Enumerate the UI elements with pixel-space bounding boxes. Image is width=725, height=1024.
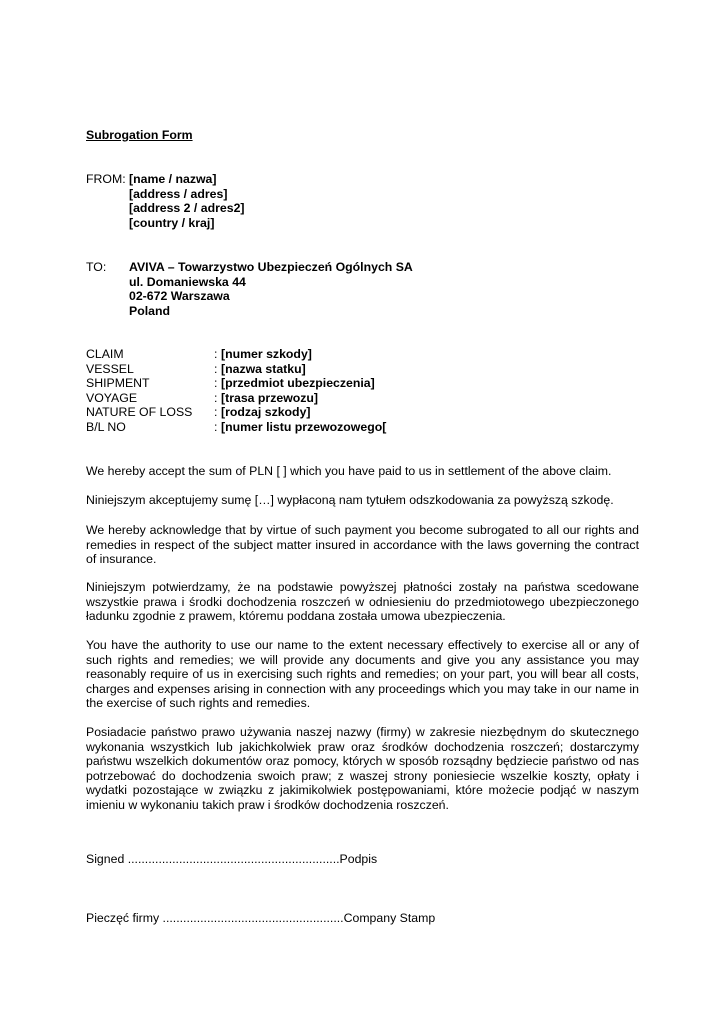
- field-colon: :: [214, 376, 218, 391]
- paragraph-acceptance-en: We hereby accept the sum of PLN [ ] which you have paid to us in settlement of the above claim.: [86, 464, 612, 478]
- field-label: SHIPMENT: [86, 376, 150, 391]
- page-title: Subrogation Form: [86, 128, 193, 142]
- field-value: [trasa przewozu]: [221, 390, 319, 405]
- field-colon: :: [214, 419, 218, 434]
- to-street: ul. Domaniewska 44: [129, 274, 246, 289]
- paragraph-authority-pl: Posiadacie państwo prawo używania naszej nazwy (firmy) w zakresie niezbędnym do skutecznego wykonania wszystkich lub jakichkolwiek praw oraz środków dochodzenia roszczeń; dostarczymy państwu wszelkich dokumentów oraz pomocy, których w sposób rozsądny będziecie państwo od nas potrzebować do dochodzenia swoich praw; z waszej strony poniesiecie wszelkie koszty, opłaty i wydatki pozostające w związku z jakimikolwiek postępowaniami, które możecie podjąć w naszym imieniu w wykonaniu takich praw i środków dochodzenia roszczeń.: [86, 725, 639, 812]
- company-stamp-line: Pieczęć firmy .....................................................Company Stamp: [86, 911, 436, 925]
- field-value: [nazwa statku]: [221, 361, 306, 376]
- paragraph-subrogation-en: We hereby acknowledge that by virtue of such payment you become subrogated to all our rights and remedies in respect of the subject matter insured in accordance with the laws governing the contract of insurance.: [86, 523, 639, 567]
- field-label: NATURE OF LOSS: [86, 405, 193, 420]
- field-label: VESSEL: [86, 361, 134, 376]
- field-value: [numer listu przewozowego[: [221, 419, 387, 434]
- field-colon: :: [214, 361, 218, 376]
- field-value: [numer szkody]: [221, 347, 312, 361]
- paragraph-authority-en: You have the authority to use our name to the extent necessary effectively to exercise all or any of such rights and remedies; we will provide any documents and give you any assistance you may reasonably require of us in exercising such rights and remedies; on your part, you will bear all costs, charges and expenses arising in connection with any proceedings which you may take in our name in the exercise of such rights and remedies.: [86, 638, 639, 711]
- field-colon: :: [214, 347, 218, 361]
- to-address-block: [86, 260, 413, 318]
- field-label: B/L NO: [86, 419, 126, 434]
- claim-details: [86, 347, 386, 435]
- field-colon: :: [214, 390, 218, 405]
- to-company: AVIVA – Towarzystwo Ubezpieczeń Ogólnych SA: [129, 260, 413, 274]
- field-vessel: [86, 362, 386, 377]
- to-label: TO:: [86, 260, 107, 274]
- signature-line: Signed ..............................................................Podpis: [86, 852, 378, 866]
- from-address: [address / adres]: [129, 186, 228, 201]
- field-shipment: [86, 376, 386, 391]
- field-bl-no: [86, 420, 386, 435]
- field-claim: [86, 347, 386, 362]
- from-row-3: [86, 201, 245, 216]
- from-row-1: [86, 172, 245, 187]
- field-label: VOYAGE: [86, 390, 138, 405]
- from-row-4: [86, 216, 245, 231]
- from-address-2: [address 2 / adres2]: [129, 201, 245, 216]
- from-country: [country / kraj]: [129, 215, 215, 230]
- to-country: Poland: [129, 303, 170, 318]
- from-label: FROM:: [86, 172, 126, 186]
- paragraph-acceptance-pl: Niniejszym akceptujemy sumę […] wypłaconą nam tytułem odszkodowania za powyższą szkodę.: [86, 493, 614, 507]
- to-city: 02-672 Warszawa: [129, 289, 230, 304]
- field-value: [przedmiot ubezpieczenia]: [221, 376, 375, 391]
- to-row-1: [86, 260, 413, 275]
- to-row-2: [86, 275, 413, 290]
- field-value: [rodzaj szkody]: [221, 405, 311, 420]
- field-label: CLAIM: [86, 347, 124, 361]
- to-row-3: [86, 289, 413, 304]
- from-row-2: [86, 187, 245, 202]
- from-address-block: [86, 172, 245, 230]
- field-colon: :: [214, 405, 218, 420]
- from-name: [name / nazwa]: [129, 172, 217, 186]
- to-row-4: [86, 304, 413, 319]
- field-nature-of-loss: [86, 405, 386, 420]
- paragraph-subrogation-pl: Niniejszym potwierdzamy, że na podstawie powyższej płatności zostały na państwa scedowane wszystkie prawa i środki dochodzenia roszczeń w odniesieniu do przedmiotowego ubezpieczonego ładunku zgodnie z prawem, któremu poddana została umowa ubezpieczenia.: [86, 580, 639, 624]
- field-voyage: [86, 391, 386, 406]
